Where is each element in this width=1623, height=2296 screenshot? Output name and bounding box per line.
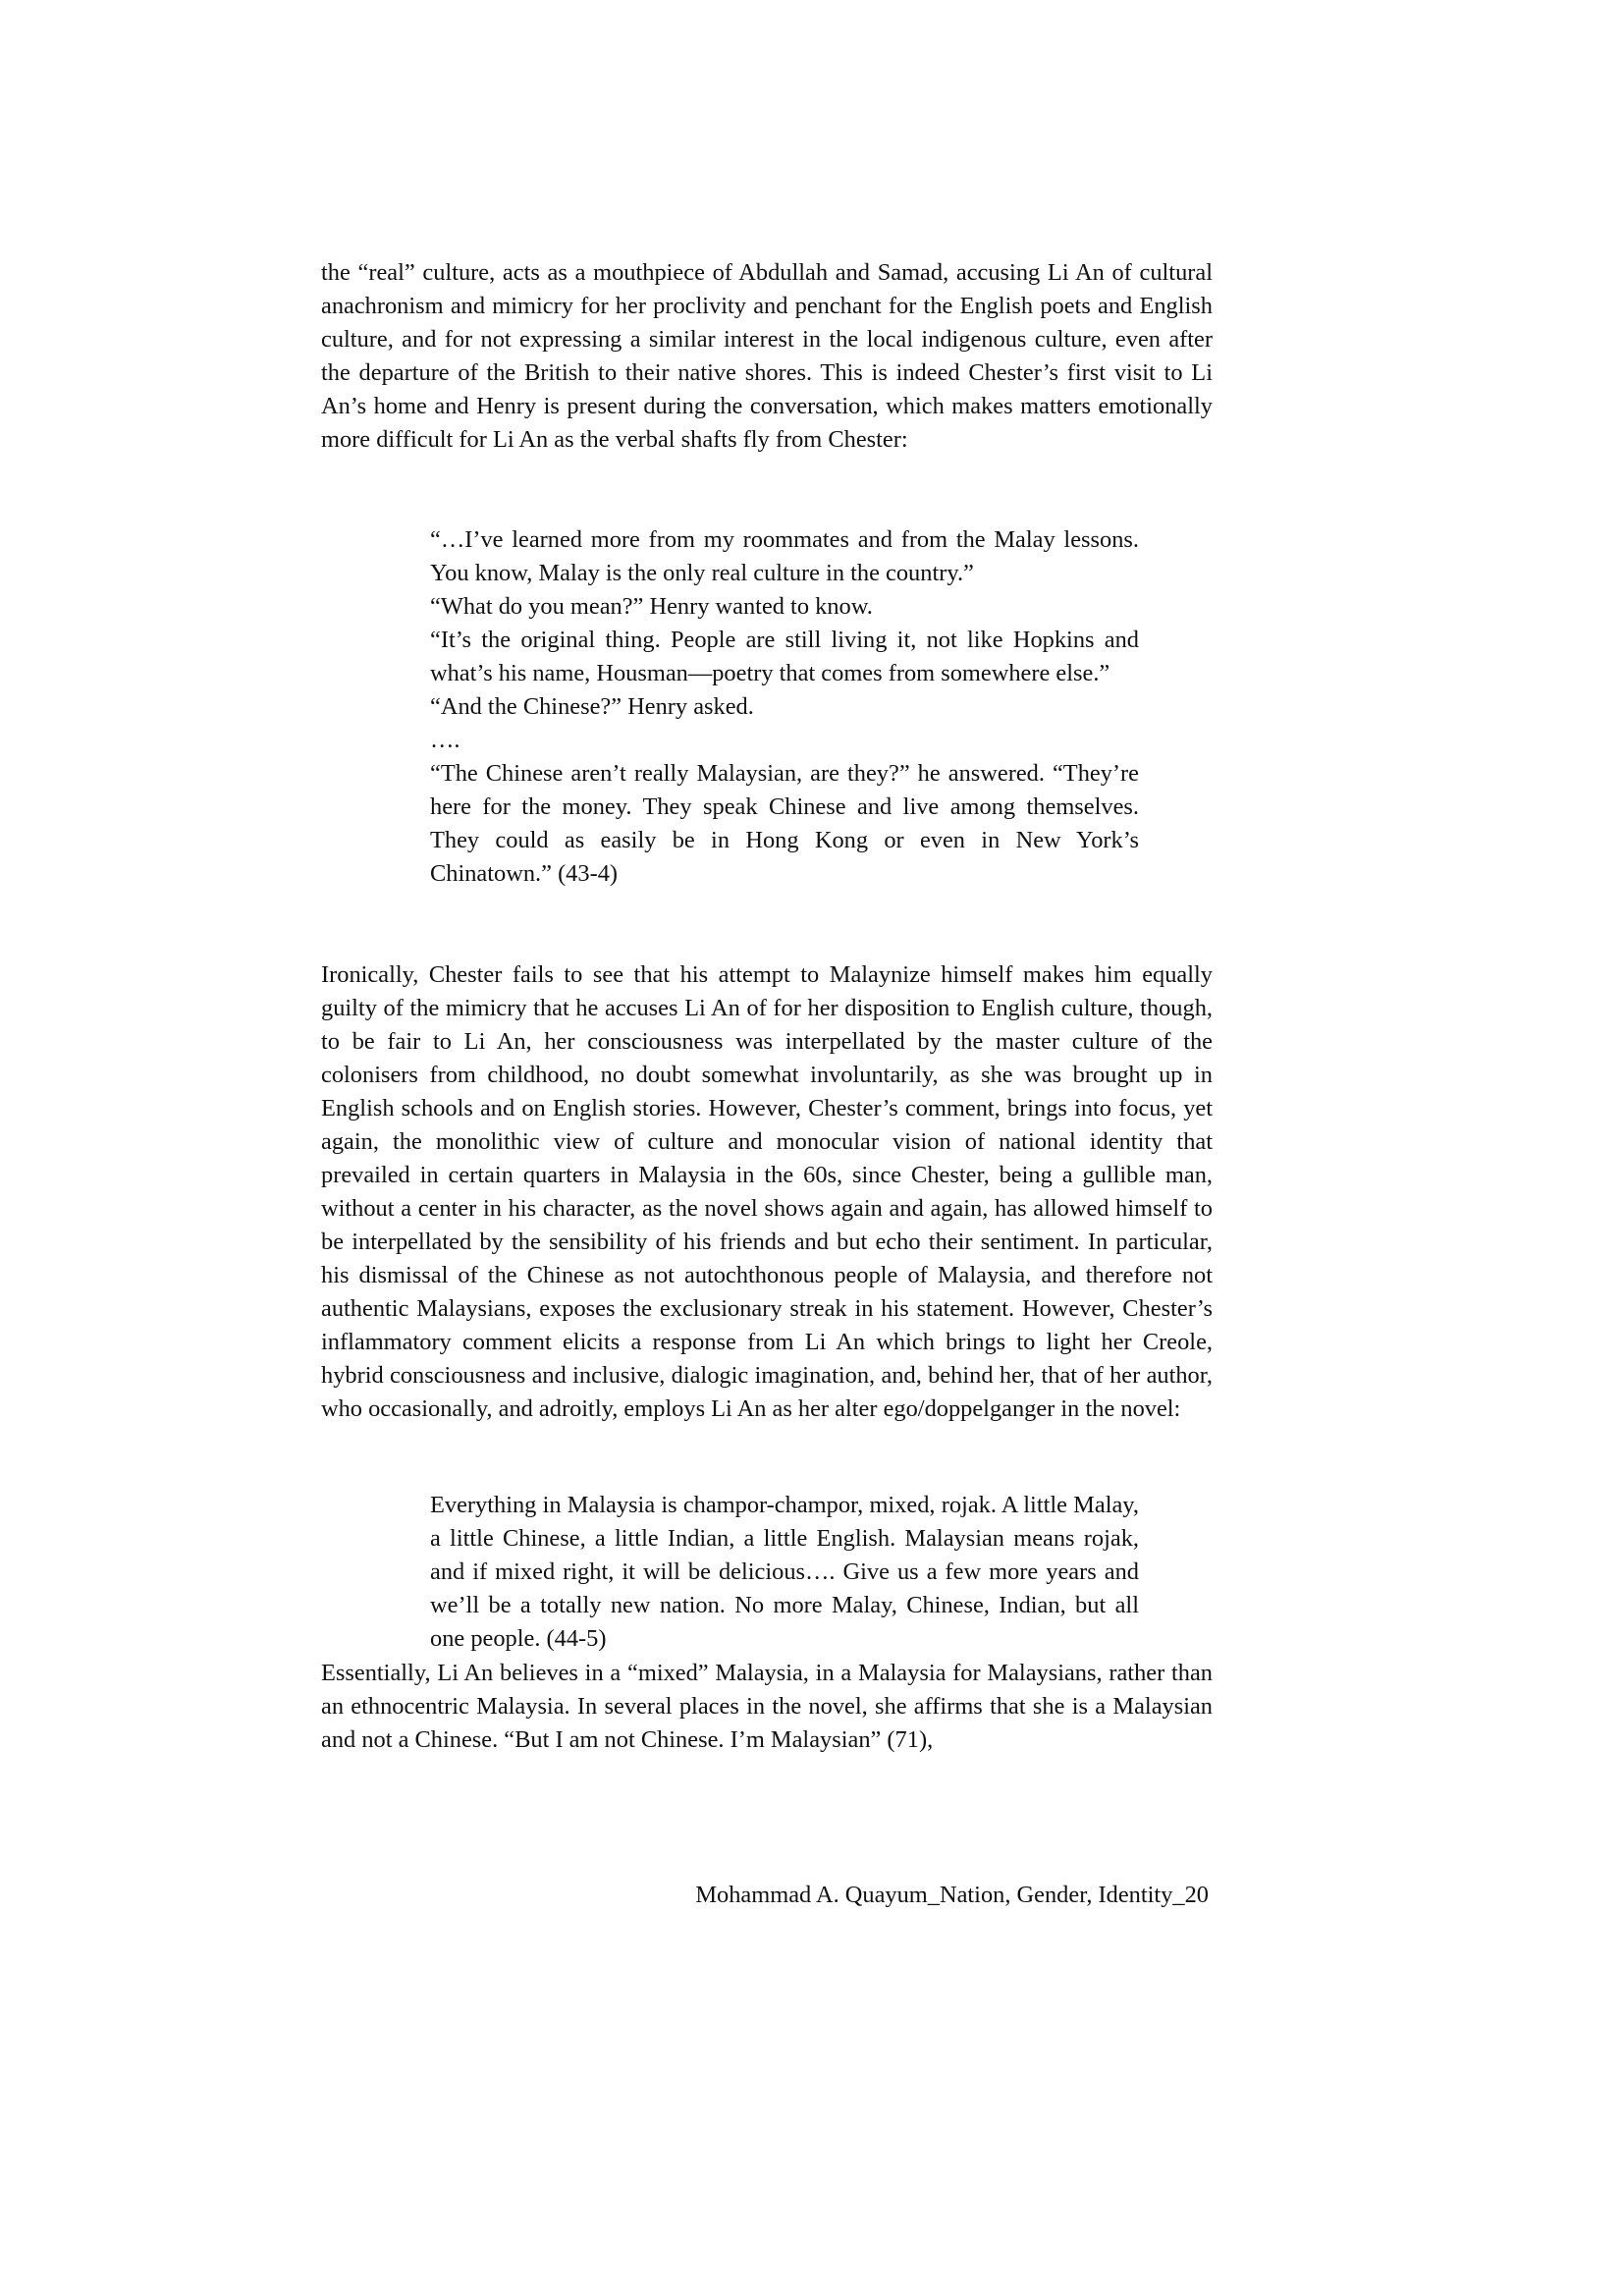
quote-line-5: “The Chinese aren’t really Malaysian, are they?” he answered. “They’re here for the money. They speak Chinese and live among themselves. They could as easily be in Hong Kong or even in New York’s Chinatown.” (43-4) <box>430 760 1139 887</box>
quote-line-2: “What do you mean?” Henry wanted to know. <box>430 593 873 620</box>
running-footer: Mohammad A. Quayum_Nation, Gender, Identity_20 <box>695 1882 1209 1908</box>
body-paragraph-2: Ironically, Chester fails to see that his attempt to Malaynize himself makes him equally guilty of the mimicry that he accuses Li An of for her disposition to English culture, though, to be fair to Li An, her consciousness was interpellated by the master culture of the colonisers from childhood, no doubt somewhat involuntarily, as she was brought up in English schools and on English stories. However, Chester’s comment, brings into focus, yet again, the monolithic view of culture and monocular vision of national identity that prevailed in certain quarters in Malaysia in the 60s, since Chester, being a gullible man, without a center in his character, as the novel shows again and again, has allowed himself to be interpellated by the sensibility of his friends and but echo their sentiment. In particular, his dismissal of the Chinese as not autochthonous people of Malaysia, and therefore not authentic Malaysians, exposes the exclusionary streak in his statement. However, Chester’s inflammatory comment elicits a response from Li An which brings to light her Creole, hybrid consciousness and inclusive, dialogic imagination, and, behind her, that of her author, who occasionally, and adroitly, employs Li An as her alter ego/doppelganger in the novel: <box>321 961 1213 1422</box>
quote-ellipsis: …. <box>430 727 460 753</box>
body-paragraph-1: the “real” culture, acts as a mouthpiece of Abdullah and Samad, accusing Li An of cultural anachronism and mimicry for her proclivity and penchant for the English poets and English culture, and for not expressing a similar interest in the local indigenous culture, even after the departure of the British to their native shores. This is indeed Chester’s first visit to Li An’s home and Henry is present during the conversation, which makes matters emotionally more difficult for Li An as the verbal shafts fly from Chester: <box>321 259 1213 453</box>
block-quote-rojak: Everything in Malaysia is champor-champor, mixed, rojak. A little Malay, a little Chinese, a little Indian, a little English. Malaysian means rojak, and if mixed right, it will be delicious…. Give us a few more years and we’ll be a totally new nation. No more Malay, Chinese, Indian, but all one people. (44-5) <box>430 1492 1139 1652</box>
block-quote-dialogue <box>430 523 1139 891</box>
quote-line-3: “It’s the original thing. People are still living it, not like Hopkins and what’s his name, Housman—poetry that comes from somewhere else.” <box>430 627 1139 686</box>
body-paragraph-3: Essentially, Li An believes in a “mixed” Malaysia, in a Malaysia for Malaysians, rather than an ethnocentric Malaysia. In several places in the novel, she affirms that she is a Malaysian and not a Chinese. “But I am not Chinese. I’m Malaysian” (71), <box>321 1660 1213 1753</box>
quote-line-4: “And the Chinese?” Henry asked. <box>430 693 754 720</box>
quote-line-1: “…I’ve learned more from my roommates and from the Malay lessons. You know, Malay is the only real culture in the country.” <box>430 526 1139 586</box>
